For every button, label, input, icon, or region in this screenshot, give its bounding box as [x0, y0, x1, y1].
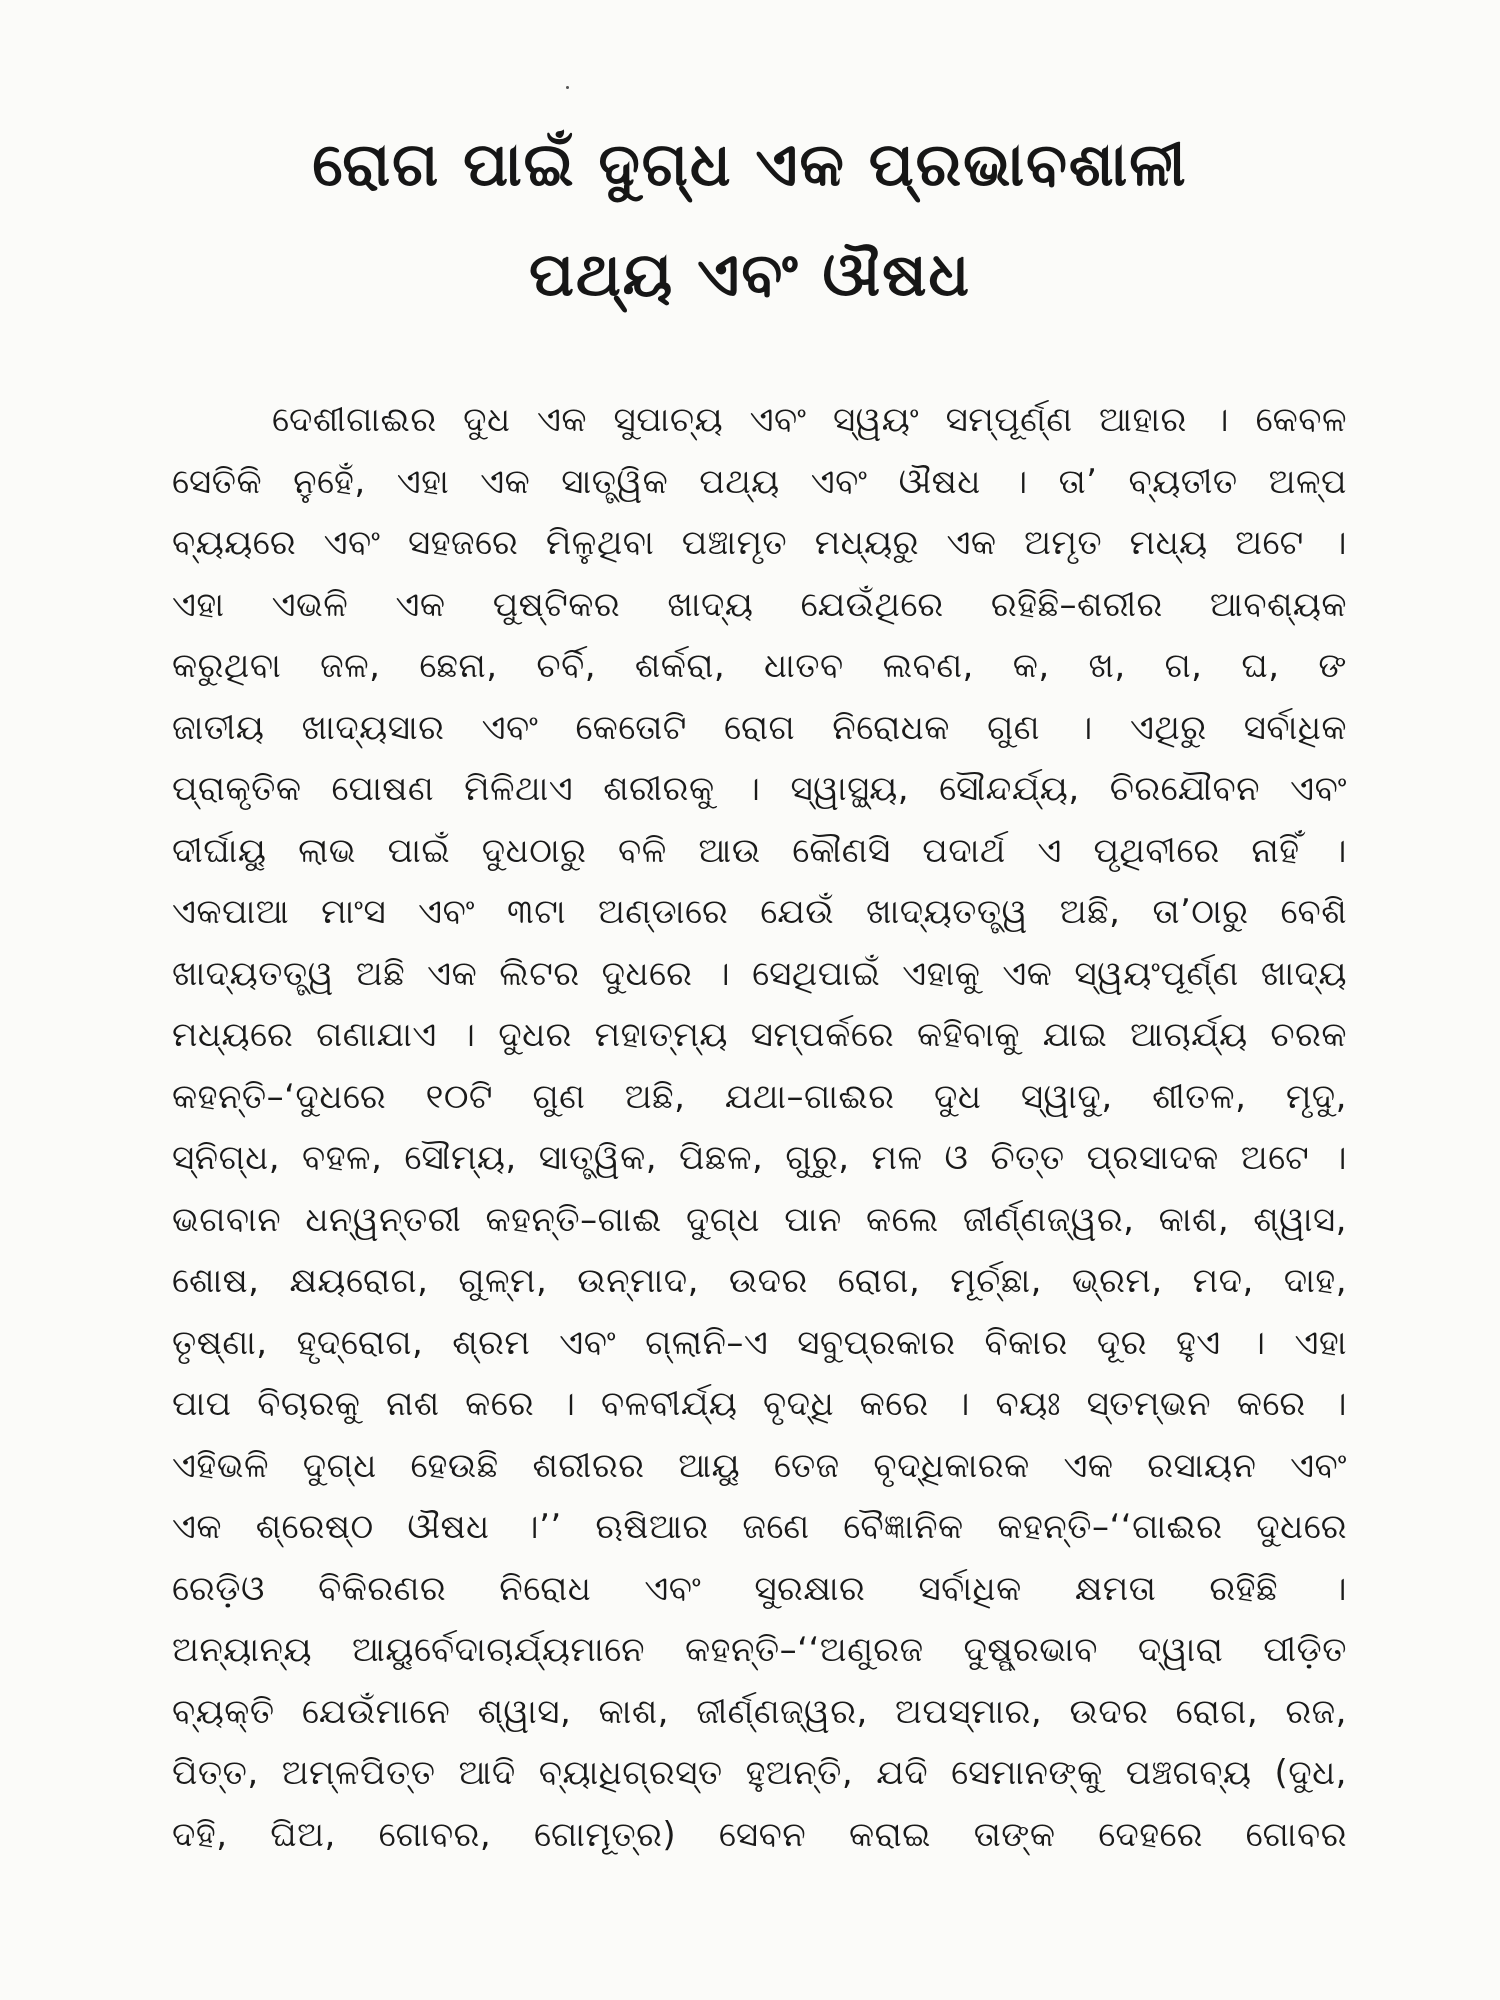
body-line: ଏହିଭଳି ଦୁଗ୍ଧ ହେଉଛି ଶରୀରର ଆୟୁ ତେଜ ବୃଦ୍ଧିକାରକ ଏକ ରସାୟନ ଏବଂ [172, 1445, 1347, 1486]
body-line: ଦେଶୀଗାଈର ଦୁଧ ଏକ ସୁପାଚ୍ୟ ଏବଂ ସ୍ୱୟଂ ସମ୍ପୂର୍ଣ୍ଣ ଆହାର । କେବଳ [272, 400, 1347, 440]
title-line-2: ପଥ୍ୟ ଏବଂ ଔଷଧ [529, 240, 971, 310]
body-line: କରୁଥିବା ଜଳ, ଛେନା, ଚର୍ବି, ଶର୍କରା, ଧାତବ ଲବଣ, କ, ଖ, ଗ, ଘ, ଙ [172, 646, 1348, 686]
body-line: ରେଡ଼ିଓ ବିକିରଣର ନିରୋଧ ଏବଂ ସୁରକ୍ଷାର ସର୍ବାଧିକ କ୍ଷମତା ରହିଛି । [172, 1568, 1347, 1609]
body-line: ଏହା ଏଭଳି ଏକ ପୁଷ୍ଟିକର ଖାଦ୍ୟ ଯେଉଁଥିରେ ରହିଛି–ଶରୀର ଆବଶ୍ୟକ [172, 584, 1347, 625]
body-line: ଖାଦ୍ୟତତ୍ତ୍ୱ ଅଛି ଏକ ଲିଟର ଦୁଧରେ । ସେଥିପାଇଁ ଏହାକୁ ଏକ ସ୍ୱୟଂପୂର୍ଣ୍ଣ ଖାଦ୍ୟ [172, 953, 1347, 994]
page-speck [566, 86, 569, 89]
body-line: ମଧ୍ୟରେ ଗଣାଯାଏ । ଦୁଧର ମହାତ୍ମ୍ୟ ସମ୍ପର୍କରେ କହିବାକୁ ଯାଇ ଆଚାର୍ଯ୍ୟ ଚରକ [172, 1015, 1347, 1055]
body-line: ଏକ ଶ୍ରେଷ୍ଠ ଔଷଧ ।’’ ଋଷିଆର ଜଣେ ବୈଜ୍ଞାନିକ କହନ୍ତି–‘‘ଗାଈର ଦୁଧରେ [172, 1507, 1347, 1547]
body-line: ଜାତୀୟ ଖାଦ୍ୟସାର ଏବଂ କେତୋଟି ରୋଗ ନିରୋଧକ ଗୁଣ । ଏଥିରୁ ସର୍ବାଧିକ [172, 707, 1347, 748]
body-line: ଦୀର୍ଘାୟୁ ଲାଭ ପାଇଁ ଦୁଧଠାରୁ ବଳି ଆଉ କୌଣସି ପଦାର୍ଥ ଏ ପୃଥିବୀରେ ନାହିଁ । [172, 830, 1347, 871]
body-paragraph [172, 390, 1347, 1866]
body-line: ପିତ୍ତ, ଅମ୍ଳପିତ୍ତ ଆଦି ବ୍ୟାଧିଗ୍ରସ୍ତ ହୁଅନ୍ତି, ଯଦି ସେମାନଙ୍କୁ ପଞ୍ଚଗବ୍ୟ (ଦୁଧ, [172, 1753, 1347, 1793]
body-line: ଭଗବାନ ଧନ୍ୱନ୍ତରୀ କହନ୍ତି–ଗାଈ ଦୁଗ୍ଧ ପାନ କଲେ ଜୀର୍ଣ୍ଣଜ୍ୱର, କାଶ, ଶ୍ୱାସ, [172, 1199, 1347, 1240]
body-line: ବ୍ୟୟରେ ଏବଂ ସହଜରେ ମିଳୁଥିବା ପଞ୍ଚାମୃତ ମଧ୍ୟରୁ ଏକ ଅମୃତ ମଧ୍ୟ ଅଟେ । [172, 523, 1347, 563]
body-line: ସେତିକି ନୁହେଁ, ଏହା ଏକ ସାତ୍ତ୍ୱିକ ପଥ୍ୟ ଏବଂ ଔଷଧ । ତା’ ବ୍ୟତୀତ ଅଳ୍ପ [172, 461, 1347, 502]
body-line: ଏକପାଆ ମାଂସ ଏବଂ ୩ଟା ଅଣ୍ଡାରେ ଯେଉଁ ଖାଦ୍ୟତତ୍ତ୍ୱ ଅଛି, ତା’ଠାରୁ ବେଶି [172, 892, 1347, 932]
body-line: ତୃଷ୍ଣା, ହୃଦ୍‌ରୋଗ, ଶ୍ରମ ଏବଂ ଗ୍ଲାନି–ଏ ସବୁପ୍ରକାର ବିକାର ଦୂର ହୁଏ । ଏହା [172, 1322, 1347, 1363]
body-line: ଅନ୍ୟାନ୍ୟ ଆୟୁର୍ବେଦାଚାର୍ଯ୍ୟମାନେ କହନ୍ତି–‘‘ଅଣୁରଜ ଦୁଷ୍ପ୍ରଭାବ ଦ୍ୱାରା ପୀଡ଼ିତ [172, 1630, 1347, 1670]
body-line: କହନ୍ତି–‘ଦୁଧରେ ୧୦ଟି ଗୁଣ ଅଛି, ଯଥା–ଗାଈର ଦୁଧ ସ୍ୱାଦୁ, ଶୀତଳ, ମୃଦୁ, [172, 1076, 1347, 1117]
body-line: ସ୍ନିଗ୍ଧ, ବହଳ, ସୌମ୍ୟ, ସାତ୍ତ୍ୱିକ, ପିଛଳ, ଗୁରୁ, ମଳ ଓ ଚିତ୍ତ ପ୍ରସାଦକ ଅଟେ । [172, 1138, 1347, 1178]
body-line: ଶୋଷ, କ୍ଷୟରୋଗ, ଗୁଳ୍ମ, ଉନ୍ମାଦ, ଉଦର ରୋଗ, ମୂର୍ଚ୍ଛା, ଭ୍ରମ, ମଦ, ଦାହ, [172, 1261, 1347, 1301]
title-line-1: ରୋଗ ପାଇଁ ଦୁଗ୍ଧ ଏକ ପ୍ରଭାବଶାଳୀ [312, 130, 1188, 200]
body-line: ଦହି, ଘିଅ, ଗୋବର, ଗୋମୂତ୍ର) ସେବନ କରାଇ ତାଙ୍କ ଦେହରେ ଗୋବର [172, 1814, 1347, 1855]
body-line: ପ୍ରାକୃତିକ ପୋଷଣ ମିଳିଥାଏ ଶରୀରକୁ । ସ୍ୱାସ୍ଥ୍ୟ, ସୌନ୍ଦର୍ଯ୍ୟ, ଚିରଯୌବନ ଏବଂ [172, 769, 1347, 809]
body-line: ବ୍ୟକ୍ତି ଯେଉଁମାନେ ଶ୍ୱାସ, କାଶ, ଜୀର୍ଣ୍ଣଜ୍ୱର, ଅପସ୍ମାର, ଉଦର ରୋଗ, ରଜ, [172, 1691, 1347, 1732]
body-line: ପାପ ବିଚାରକୁ ନାଶ କରେ । ବଳବୀର୍ଯ୍ୟ ବୃଦ୍ଧି କରେ । ବୟଃ ସ୍ତମ୍ଭନ କରେ । [172, 1384, 1347, 1424]
